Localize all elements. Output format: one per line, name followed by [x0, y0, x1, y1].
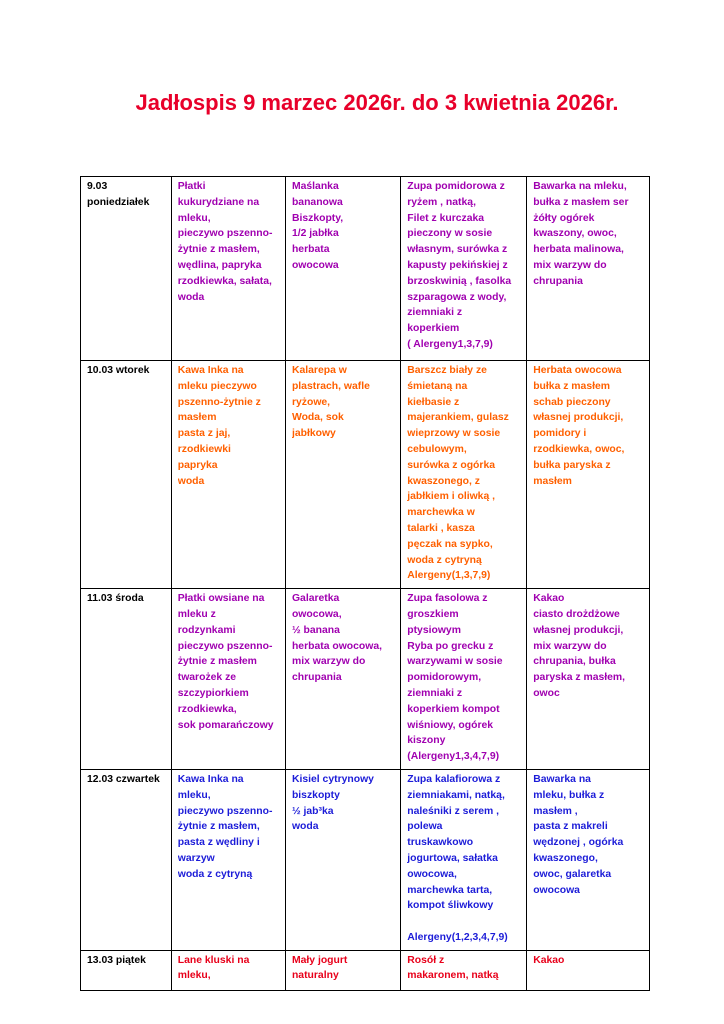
meal-line: mix warzyw do [533, 259, 607, 271]
meal-line: kukurydziane na [177, 196, 260, 208]
meal-line: mleku, [177, 970, 211, 982]
meal-line: własnej produkcji, [533, 412, 624, 424]
meal-line: owocowa, [291, 608, 342, 620]
meal-line: plastrach, wafle [291, 380, 370, 392]
meal-line: chrupania [533, 275, 583, 287]
meal-line: Zupa pomidorowa z [407, 181, 505, 192]
meal-line: Bawarka na mleku, [533, 181, 627, 192]
meal-line: mleku, [177, 212, 211, 224]
meal-line: Mały jogurt [291, 954, 348, 966]
meal-line: warzywami w sosie [407, 656, 503, 668]
meal-line: rzodkiewki [177, 443, 231, 455]
meal-line [407, 914, 521, 930]
meal-line: Ryba po grecku z [407, 640, 494, 652]
meal-line: brzoskwinią , fasolka [407, 275, 512, 287]
meal-line: Zupa fasolowa z [407, 593, 488, 605]
meal-line: chrupania [291, 672, 342, 684]
meal-line: marchewka w [407, 507, 475, 519]
menu-row [81, 950, 650, 990]
meal-line: ciasto drożdżowe [533, 608, 620, 620]
afternoon-snack-cell [527, 589, 650, 770]
day-cell [81, 177, 172, 361]
meal-line: jogurtowa, sałatka [407, 852, 498, 864]
day-label: 12.03 czwartek [87, 773, 160, 785]
meal-line: wieprzowy w sosie [407, 428, 501, 440]
meal-line: masłem [177, 412, 217, 424]
meal-line: naturalny [291, 970, 339, 982]
meal-line: majerankiem, gulasz [407, 412, 509, 424]
menu-table [80, 176, 650, 991]
afternoon-snack-cell [527, 769, 650, 950]
meal-line: rzodkiewka, [177, 703, 237, 715]
meal-line: mleku pieczywo [177, 380, 257, 392]
meal-line: kiszony [407, 735, 446, 747]
meal-line: woda [177, 475, 205, 487]
meal-line: jabłkowy [291, 428, 336, 440]
meal-line: groszkiem [407, 608, 459, 620]
meal-line: Kakao [533, 593, 565, 605]
meal-line: ( Alergeny1,3,7,9) [407, 338, 493, 350]
meal-line: pieczywo pszenno- [177, 640, 273, 652]
meal-line: Woda, sok [291, 412, 344, 424]
second-breakfast-cell [285, 177, 400, 361]
meal-line: sok pomarańczowy [177, 719, 274, 731]
meal-line: Kalarepa w [291, 365, 347, 376]
meal-line: mix warzyw do [533, 640, 607, 652]
meal-line: masłem [533, 475, 572, 487]
menu-row [81, 361, 650, 589]
meal-line: własnym, surówka z [407, 244, 508, 256]
meal-line: polewa [407, 821, 443, 833]
meal-line: papryka [177, 459, 218, 471]
meal-line: Maślanka [291, 181, 339, 192]
meal-line: kwaszony, owoc, [533, 228, 617, 240]
meal-line: talarki , kasza [407, 522, 475, 534]
meal-line: marchewka tarta, [407, 884, 493, 896]
day-label: poniedziałek [87, 196, 150, 208]
lunch-cell [401, 589, 527, 770]
meal-line: pieczony w sosie [407, 228, 493, 240]
meal-line: wiśniowy, ogórek [407, 719, 494, 731]
meal-line: Alergeny(1,3,7,9) [407, 570, 491, 582]
meal-line: cebulowym, [407, 443, 467, 455]
meal-line: Kawa Inka na [177, 365, 244, 376]
afternoon-snack-cell [527, 950, 650, 990]
meal-line: wędlina, papryka [177, 259, 262, 271]
meal-line: pieczywo pszenno- [177, 228, 273, 240]
meal-line: owoc, galaretka [533, 868, 612, 880]
meal-line: Biszkopty, [291, 212, 344, 224]
day-label: 13.03 piątek [87, 954, 146, 966]
second-breakfast-cell [285, 589, 400, 770]
meal-line: ryżowe, [291, 396, 331, 408]
day-cell [81, 589, 172, 770]
meal-line: woda [177, 291, 205, 303]
meal-line: Zupa kalafiorowa z [407, 773, 501, 785]
meal-line: owoc [533, 687, 560, 699]
meal-line: ziemniaki z [407, 687, 463, 699]
meal-line: Barszcz biały ze [407, 365, 487, 376]
meal-line: naleśniki z serem , [407, 805, 500, 817]
meal-line: żytnie z masłem, [177, 821, 260, 833]
meal-line: żytnie z masłem, [177, 244, 260, 256]
second-breakfast-cell [285, 769, 400, 950]
meal-line: szczypiorkiem [177, 687, 249, 699]
meal-line: pęczak na sypko, [407, 538, 493, 550]
meal-line: ptysiowym [407, 624, 461, 636]
meal-line: kiełbasie z [407, 396, 460, 408]
breakfast-cell [171, 589, 285, 770]
lunch-cell [401, 177, 527, 361]
meal-line: kwaszonego, [533, 852, 598, 864]
meal-line: ryżem , natką, [407, 196, 476, 208]
meal-line: owocowa [291, 259, 339, 271]
meal-line: kapusty pekińskiej z [407, 259, 508, 271]
meal-line: ½ jab³ka [291, 805, 334, 817]
meal-line: masłem , [533, 805, 578, 817]
meal-line: owocowa, [407, 868, 457, 880]
meal-line: pasta z wędliny i [177, 837, 260, 849]
meal-line: pomidorowym, [407, 672, 482, 684]
meal-line: Galaretka [291, 593, 340, 605]
meal-line: mleku z [177, 608, 216, 620]
second-breakfast-cell [285, 361, 400, 589]
meal-line: herbata owocowa, [291, 640, 383, 652]
lunch-cell [401, 769, 527, 950]
meal-line: Płatki [177, 181, 206, 192]
meal-line: Kawa Inka na [177, 773, 244, 785]
meal-line: Herbata owocowa [533, 365, 622, 376]
meal-line: śmietaną na [407, 380, 468, 392]
menu-row [81, 177, 650, 361]
meal-line: makaronem, natką [407, 970, 499, 982]
meal-line: rodzynkami [177, 624, 236, 636]
menu-row [81, 769, 650, 950]
meal-line: woda z cytryną [407, 554, 482, 566]
meal-line: bułka z masłem ser [533, 196, 629, 208]
day-cell [81, 361, 172, 589]
meal-line: Bawarka na [533, 773, 591, 785]
meal-line: Alergeny(1,2,3,4,7,9) [407, 931, 508, 943]
meal-line: mleku, [177, 789, 211, 801]
meal-line: pieczywo pszenno- [177, 805, 273, 817]
meal-line: rzodkiewka, sałata, [177, 275, 272, 287]
meal-line: 1/2 jabłka [291, 228, 339, 240]
lunch-cell [401, 361, 527, 589]
meal-line: chrupania, bułka [533, 656, 616, 668]
meal-line: szparagowa z wody, [407, 291, 507, 303]
meal-line: Kisiel cytrynowy [291, 773, 374, 785]
meal-line: schab pieczony [533, 396, 611, 408]
meal-line: herbata malinowa, [533, 244, 624, 256]
menu-row [81, 589, 650, 770]
meal-line: Płatki owsiane na [177, 593, 265, 605]
meal-line: rzodkiewka, owoc, [533, 443, 625, 455]
meal-line: herbata [291, 244, 330, 256]
meal-line: paryska z masłem, [533, 672, 626, 684]
meal-line: (Alergeny1,3,4,7,9) [407, 751, 500, 763]
meal-line: kwaszonego, z [407, 475, 480, 487]
lunch-cell [401, 950, 527, 990]
meal-line: jabłkiem i oliwką , [407, 491, 496, 503]
meal-line: twarożek ze [177, 672, 237, 684]
meal-line: pasta z makreli [533, 821, 608, 833]
meal-line: żytnie z masłem [177, 656, 257, 668]
meal-line: woda z cytryną [177, 868, 253, 880]
day-cell [81, 769, 172, 950]
meal-line: koperkiem kompot [407, 703, 500, 715]
day-label: 11.03 środa [87, 593, 144, 605]
day-cell [81, 950, 172, 990]
meal-line: biszkopty [291, 789, 340, 801]
meal-line: ziemniaki z [407, 307, 463, 319]
meal-line: ½ banana [291, 624, 340, 636]
meal-line: woda [291, 821, 319, 833]
meal-line: mix warzyw do [291, 656, 366, 668]
breakfast-cell [171, 769, 285, 950]
meal-line: bułka z masłem [533, 380, 611, 392]
meal-line: kompot śliwkowy [407, 900, 494, 912]
breakfast-cell [171, 177, 285, 361]
meal-line: własnej produkcji, [533, 624, 624, 636]
afternoon-snack-cell [527, 177, 650, 361]
meal-line: Rosół z [407, 954, 445, 966]
meal-line: bułka paryska z [533, 459, 611, 471]
day-label: 9.03 [87, 181, 108, 192]
meal-line: truskawkowo [407, 837, 474, 849]
meal-line: pszenno-żytnie z [177, 396, 261, 408]
meal-line: pasta z jaj, [177, 428, 231, 440]
meal-line: mleku, bułka z [533, 789, 605, 801]
meal-line: wędzonej , ogórka [533, 837, 624, 849]
meal-line: Lane kluski na [177, 954, 250, 966]
afternoon-snack-cell [527, 361, 650, 589]
meal-line: koperkiem [407, 323, 460, 335]
meal-line: warzyw [177, 852, 215, 864]
meal-line: owocowa [533, 884, 580, 896]
day-label: 10.03 wtorek [87, 365, 150, 376]
meal-line: Kakao [533, 954, 565, 966]
meal-line: pomidory i [533, 428, 587, 440]
meal-line: Filet z kurczaka [407, 212, 485, 224]
meal-line: żółty ogórek [533, 212, 595, 224]
page-title: Jadłospis 9 marzec 2026r. do 3 kwietnia 2026r. [135, 90, 619, 115]
meal-line: ziemniakami, natką, [407, 789, 505, 801]
second-breakfast-cell [285, 950, 400, 990]
meal-line: surówka z ogórka [407, 459, 496, 471]
breakfast-cell [171, 950, 285, 990]
meal-line: bananowa [291, 196, 343, 208]
breakfast-cell [171, 361, 285, 589]
